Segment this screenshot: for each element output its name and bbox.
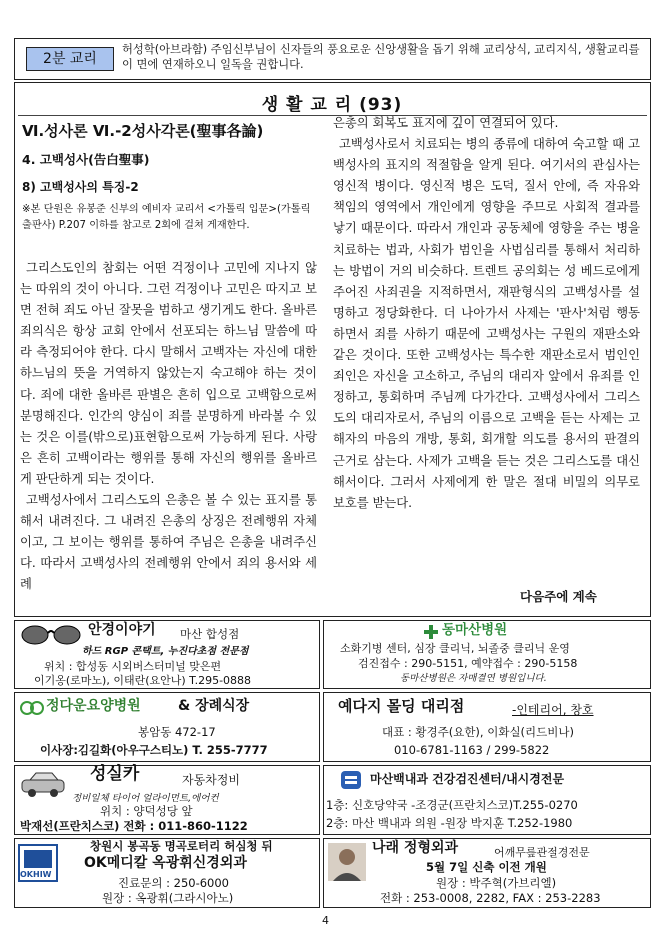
page-number: 4: [322, 914, 329, 927]
optical-title: 안경이야기: [88, 622, 156, 638]
nursing-line2: 이사장:김길화(아우구스티노) T. 255-7777: [40, 743, 268, 757]
molding-extra: -인테리어, 창호: [512, 703, 594, 717]
molding-line1: 대표 : 황경주(요한), 이화실(리드비나): [382, 725, 574, 739]
clinic-line1: 1층: 신호당약국 -조경군(프란치스코)T.255-0270: [326, 798, 578, 812]
hospital-east-line2: 검진접수 : 290-5151, 예약접수 : 290-5158: [358, 657, 578, 670]
paragraph: 고백성사로서 치료되는 병의 종류에 대하여 숙고할 때 고백성사의 표지의 적절함을 알게 된다. 여기서의 관심사는 영신적 병이다. 영신적 병은 도덕, 질서 안에, 즉 자유와 책임의 영역에서 개인에게 영향을 주므로 사회적 결과를 낳기 때문이다. 따라서 개인과 공동체에 영향을 주는 병을 치료하는 법과, 사회가 범인을 사법심리를 통해서 처리하는 방법이 거의 비슷하다. 트렌트 공의회는 성 베드로에게 주어진 사죄권을 지적하면서, 재판형식의 고백성사를 설명하고 정당화한다. 더 나아가서 사제는 '판사'처럼 행동하면서 죄를 사하기 때문에 고백성사는 구원의 재판소와 같은 것이다. 또한 고백성사는 특수한 재판소로서 범인인 죄인은 자신을 고소하고, 주님의 대리자 앞에서 유죄를 인정하고, 통회하며 주님께 다가간다. 고백성사에서 그리스도의 대리자로서, 주님의 이름으로 고백을 듣는 사제는 고해자의 마음의 개방, 통회, 회개할 의도를 용서의 판결의 근거로 삼는다. 사제가 고백을 듣는 것은 그리스도를 대신해서이다. 그러서 사제에게 한 말은 절대 비밀의 의무로 보호를 받는다.: [333, 137, 640, 510]
clinic-line2: 2층: 마산 백내과 의원 -원장 박지훈 T.252-1980: [326, 816, 573, 830]
okmedi-line0: 창원시 봉곡동 명곡로터리 허심청 뒤: [90, 839, 273, 853]
nursing-line1: 봉암동 472-17: [138, 725, 216, 739]
chapter-heading: Ⅵ.성사론 Ⅵ.-2성사각론(聖事各論): [22, 122, 264, 140]
hospital-east-line3: 동마산병원은 자매결연 병원입니다.: [400, 673, 547, 684]
paragraph: 그리스도인의 참회는 어떤 걱정이나 고민에 지나지 않는 따위의 것이 아니다. 그런 걱정이나 고민은 따지고 보면 전혀 죄도 아닌 잘못을 범하고 생기게도 한다. 올바른 죄의식은 항상 교회 안에서 선포되는 하느님 말씀에 따라 측정되어야 한다. 다시 말해서 고백자는 자신에 대한 하느님의 뜻을 거역하지 않았는지 숙고해야 하는 것이다. 죄에 대한 올바른 판별은 흔히 입으로 고백함으로써 분명해진다. 인간의 양심이 죄를 분명하게 바라볼 수 있는 것은 이를(밖으로)표현함으로써 가능하게 된다. 사랑은 흔히 고백이라는 행위를 통해 자신의 행위를 올바르게 판단하게 되는 것이다.: [20, 261, 317, 486]
glasses-icon: [20, 624, 82, 646]
car-extra: 자동차정비: [182, 773, 240, 787]
car-title: 성실카: [90, 764, 140, 784]
car-icon: [20, 770, 66, 800]
park-line1: 5월 7일 신축 이전 개원: [426, 860, 547, 874]
leaf-logo-icon: [20, 698, 44, 718]
cross-icon: [424, 624, 438, 638]
nursing-extra: & 장례식장: [178, 698, 250, 714]
hospital-east-title: 동마산병원: [442, 622, 508, 638]
okhiw-logo-text: OKHIW: [20, 870, 52, 879]
clinic-logo-icon: [340, 770, 362, 790]
okmedi-title: OK메디칼 옥광휘신경외과: [84, 855, 247, 871]
nursing-title: 정다운요양병원: [46, 698, 141, 714]
subsection-heading: 8) 고백성사의 특징-2: [22, 180, 139, 194]
intro-tag: 2분 교리: [26, 47, 114, 71]
continued-note: 다음주에 계속: [520, 589, 597, 604]
park-line2: 원장 : 박주혁(가브리엘): [436, 876, 557, 890]
doctor-photo-icon: [328, 843, 366, 881]
park-extra: 어깨무릎관절경전문: [494, 846, 590, 859]
intro-text: 허성학(아브라함) 주임신부님이 신자들의 풍요로운 신앙생활을 돕기 위해 교리상식, 교리지식, 생활교리를 이 면에 연재하오니 일독을 권합니다.: [122, 43, 640, 71]
left-column: [20, 258, 317, 596]
car-line1: 정비일체 타이어 얼라이먼트,에어컨: [72, 793, 219, 804]
optical-line1: 하드 RGP 콘택트, 누진다초점 전문점: [82, 646, 249, 657]
optical-line2: 위치 : 합성동 시외버스터미널 맞은편: [44, 660, 222, 673]
paragraph: 은총의 회복도 표지에 깊이 연결되어 있다.: [333, 116, 559, 130]
section-heading: 4. 고백성사(告白聖事): [22, 152, 150, 167]
source-note: ※본 단원은 유봉준 신부의 예비자 교리서 <가톨릭 입문>(가톨릭출판사) P.207 이하를 참고로 2회에 걸쳐 게재한다.: [22, 204, 311, 231]
article-title: 생 활 교 리 (93): [261, 95, 403, 115]
hospital-east-line1: 소화기병 센터, 심장 클리닉, 뇌졸중 클리닉 운영: [340, 642, 570, 655]
molding-title: 예다지 몰딩 대리점: [338, 697, 465, 715]
paragraph: 고백성사에서 그리스도의 은총은 볼 수 있는 표지를 통해서 내려진다. 그 내려진 은총의 상징은 전례행위 자체이고, 그 보이는 행위를 통하여 주님은 은총을 내려주신다. 따라서 고백성사의 전례행위 안에서 죄의 용서와 세례: [20, 493, 317, 592]
optical-branch: 마산 합성점: [180, 627, 240, 641]
right-column: [333, 113, 640, 514]
park-title: 나래 정형외과: [372, 840, 459, 856]
park-line3: 전화 : 253-0008, 2282, FAX : 253-2283: [380, 891, 601, 905]
clinic-title: 마산백내과 건강검진센터/내시경전문: [370, 772, 565, 786]
car-line3: 박재선(프란치스코) 전화 : 011-860-1122: [20, 819, 248, 833]
car-line2: 위치 : 양덕성당 앞: [100, 804, 193, 818]
optical-line3: 이기옹(로마노), 이태란(요안나) T.295-0888: [34, 674, 252, 687]
okmedi-line2: 원장 : 옥광휘(그라시아노): [102, 891, 234, 905]
okmedi-line1: 진료문의 : 250-6000: [118, 876, 229, 890]
molding-line2: 010-6781-1163 / 299-5822: [394, 743, 550, 757]
